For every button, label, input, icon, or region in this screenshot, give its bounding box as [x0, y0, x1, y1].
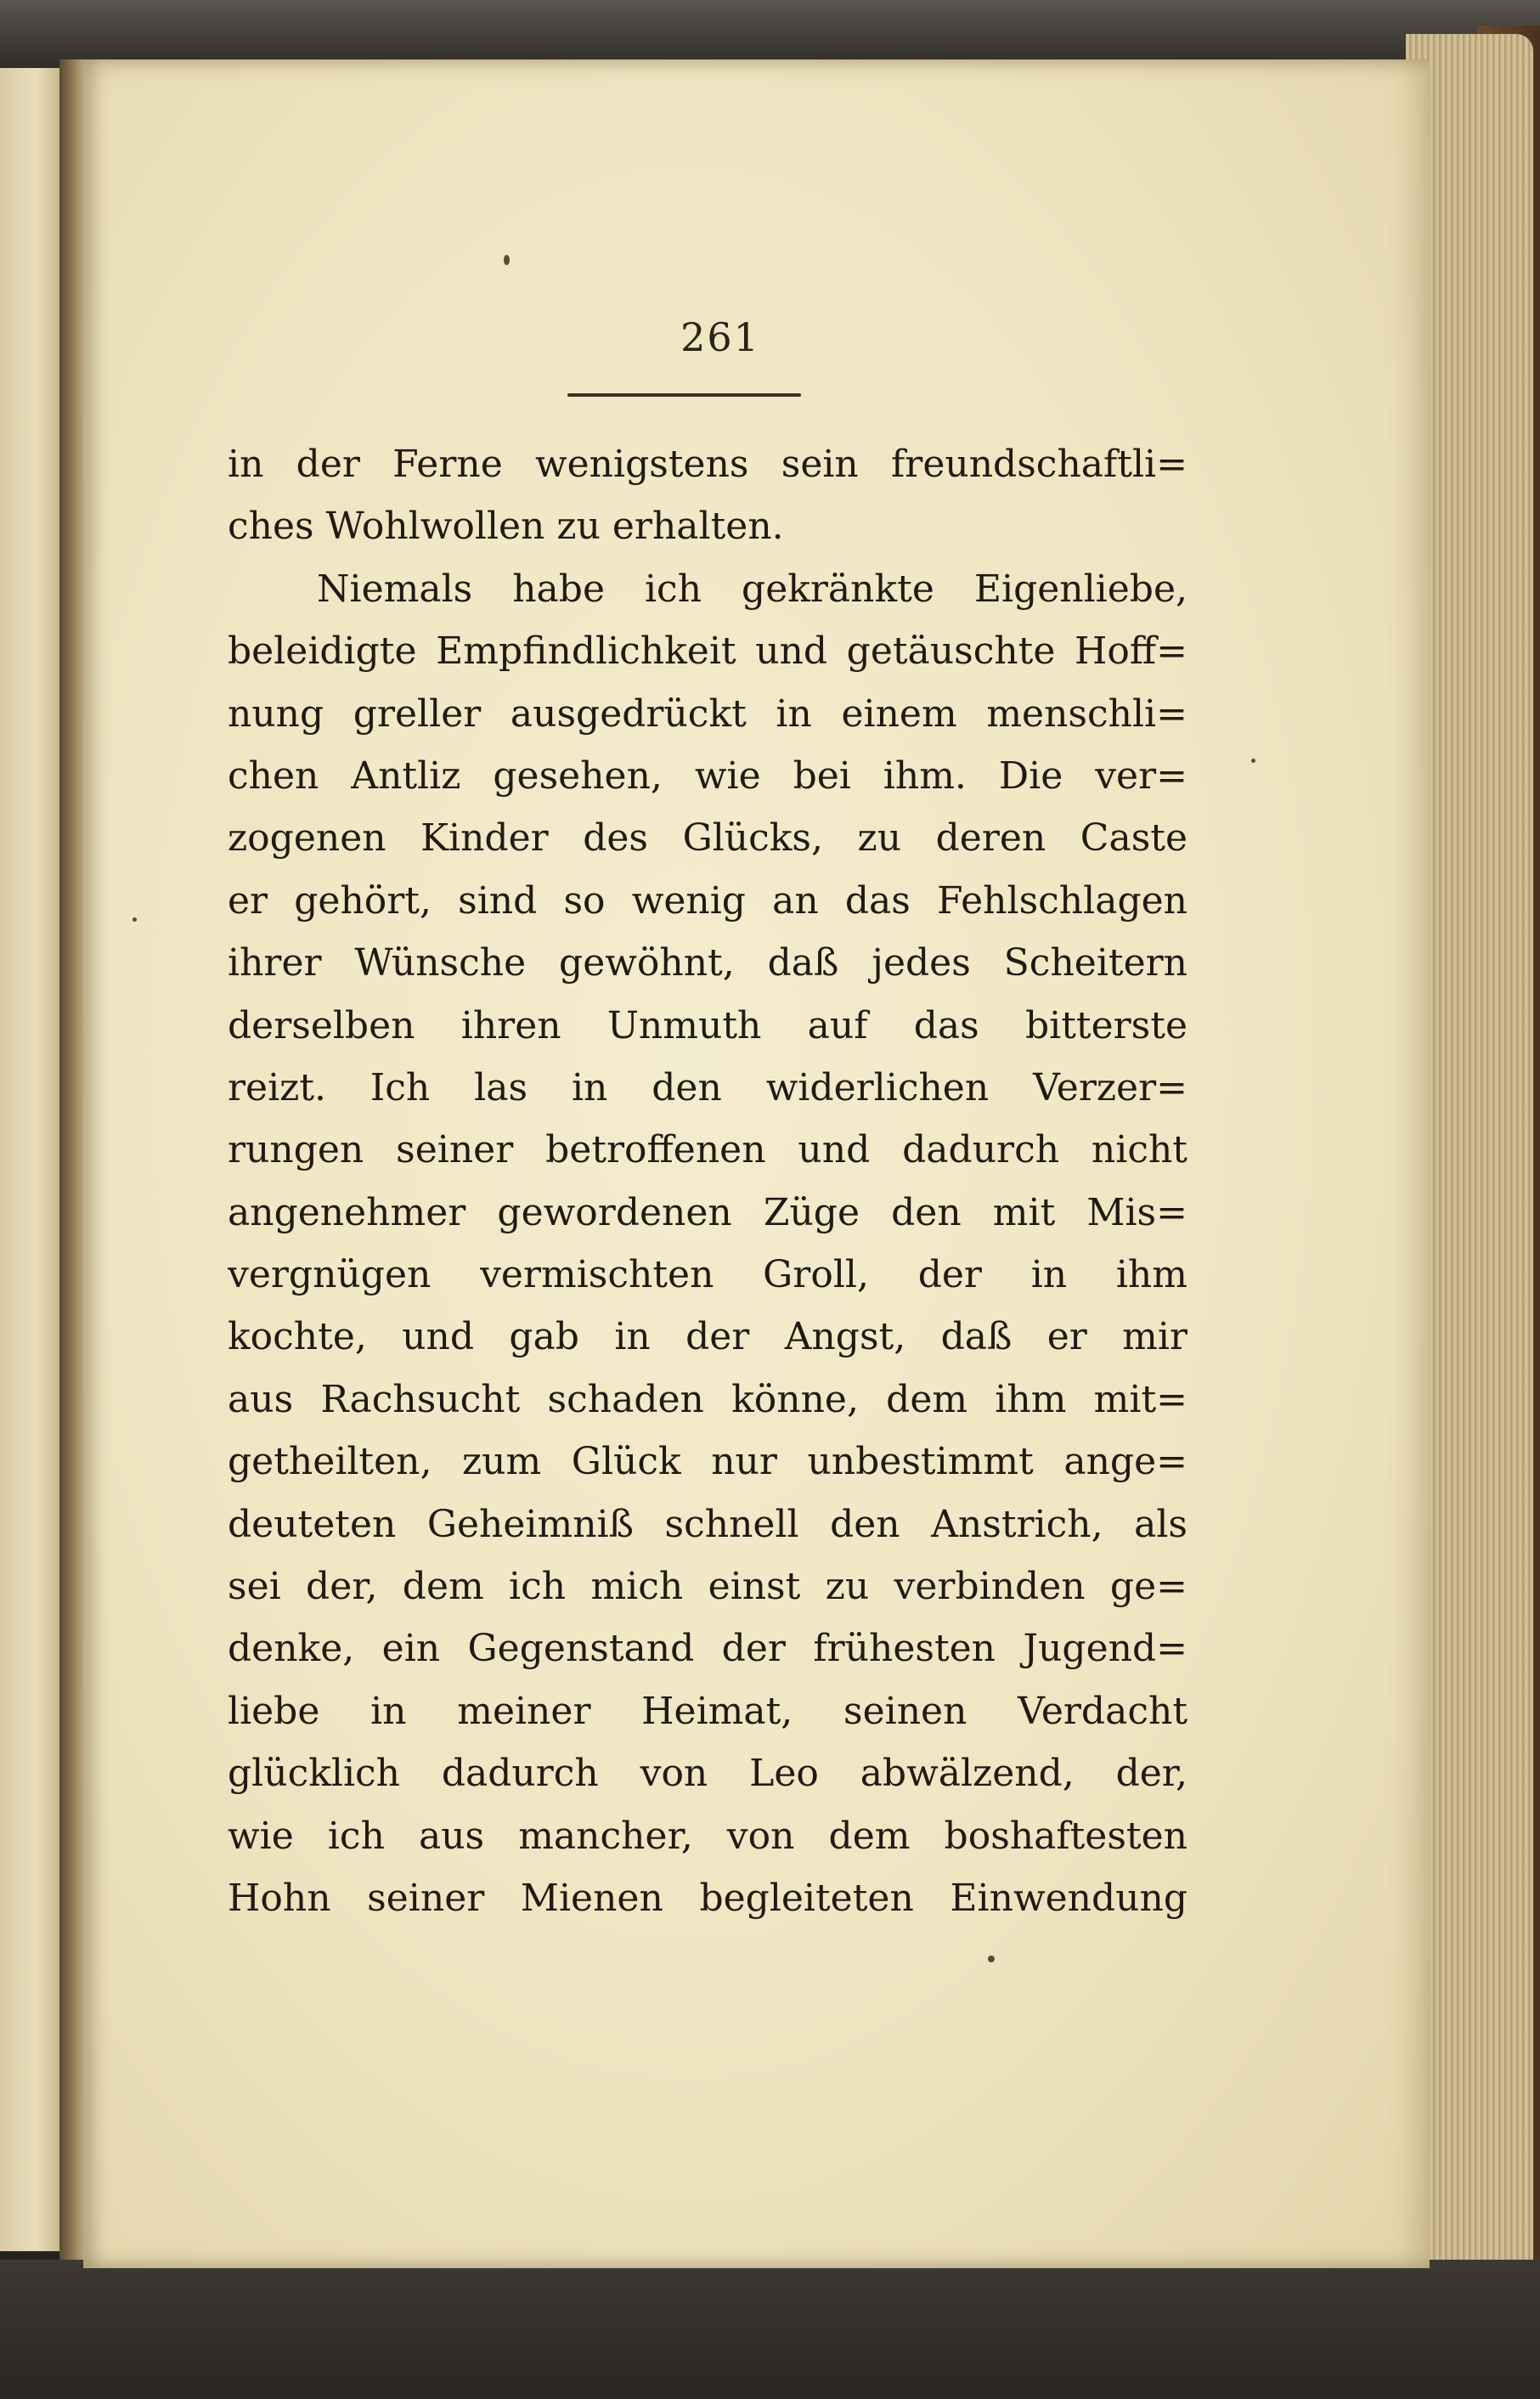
paper-speck	[133, 917, 137, 922]
text-line: angenehmer gewordenen Züge den mit Mis=	[228, 1190, 1187, 1234]
header-rule	[567, 393, 801, 397]
text-line: denke, ein Gegenstand der frühesten Jugend=	[228, 1627, 1187, 1671]
text-line: sei der, dem ich mich einst zu verbinden ge=	[228, 1565, 1187, 1609]
text-line: rungen seiner betroffenen und dadurch nicht	[228, 1128, 1187, 1172]
text-line: getheilten, zum Glück nur unbestimmt ange=	[228, 1440, 1187, 1484]
text-line: Niemals habe ich gekränkte Eigenliebe,	[317, 567, 1187, 611]
text-line: beleidigte Empfindlichkeit und getäuschte Hoff=	[228, 629, 1187, 674]
text-line: ihrer Wünsche gewöhnt, daß jedes Scheitern	[228, 941, 1187, 985]
text-line: aus Rachsucht schaden könne, dem ihm mit=	[228, 1377, 1187, 1421]
text-line: in der Ferne wenigstens sein freundschaftli=	[228, 443, 1187, 486]
book-bottom-edge	[0, 2260, 1540, 2399]
text-line: liebe in meiner Heimat, seinen Verdacht	[228, 1689, 1187, 1733]
text-line: derselben ihren Unmuth auf das bitterste	[228, 1003, 1187, 1047]
page-number: 261	[680, 314, 760, 360]
text-line: Hohn seiner Mienen begleiteten Einwendung	[228, 1876, 1187, 1920]
book-page	[83, 59, 1430, 2268]
paper-speck	[988, 1956, 995, 1962]
text-line: er gehört, sind so wenig an das Fehlschlagen	[228, 878, 1187, 923]
book-gutter	[59, 59, 83, 2260]
paper-speck	[1251, 759, 1255, 763]
text-line: nung greller ausgedrückt in einem menschli=	[228, 691, 1187, 736]
page-body-text	[228, 433, 1187, 2047]
text-line: wie ich aus mancher, von dem boshaftesten	[228, 1814, 1187, 1858]
paper-speck	[504, 255, 510, 265]
text-line: zogenen Kinder des Glücks, zu deren Caste	[228, 816, 1187, 861]
text-line: deuteten Geheimniß schnell den Anstrich, als	[228, 1502, 1187, 1546]
text-line: vergnügen vermischten Groll, der in ihm	[228, 1253, 1187, 1297]
text-line: glücklich dadurch von Leo abwälzend, der,	[228, 1752, 1187, 1796]
text-line: reizt. Ich las in den widerlichen Verzer=	[228, 1065, 1187, 1109]
text-line: kochte, und gab in der Angst, daß er mir	[228, 1315, 1187, 1359]
facing-page-edge	[0, 68, 62, 2251]
text-line: chen Antliz gesehen, wie bei ihm. Die ver=	[228, 754, 1187, 798]
text-line: ches Wohlwollen zu erhalten.	[228, 505, 784, 549]
